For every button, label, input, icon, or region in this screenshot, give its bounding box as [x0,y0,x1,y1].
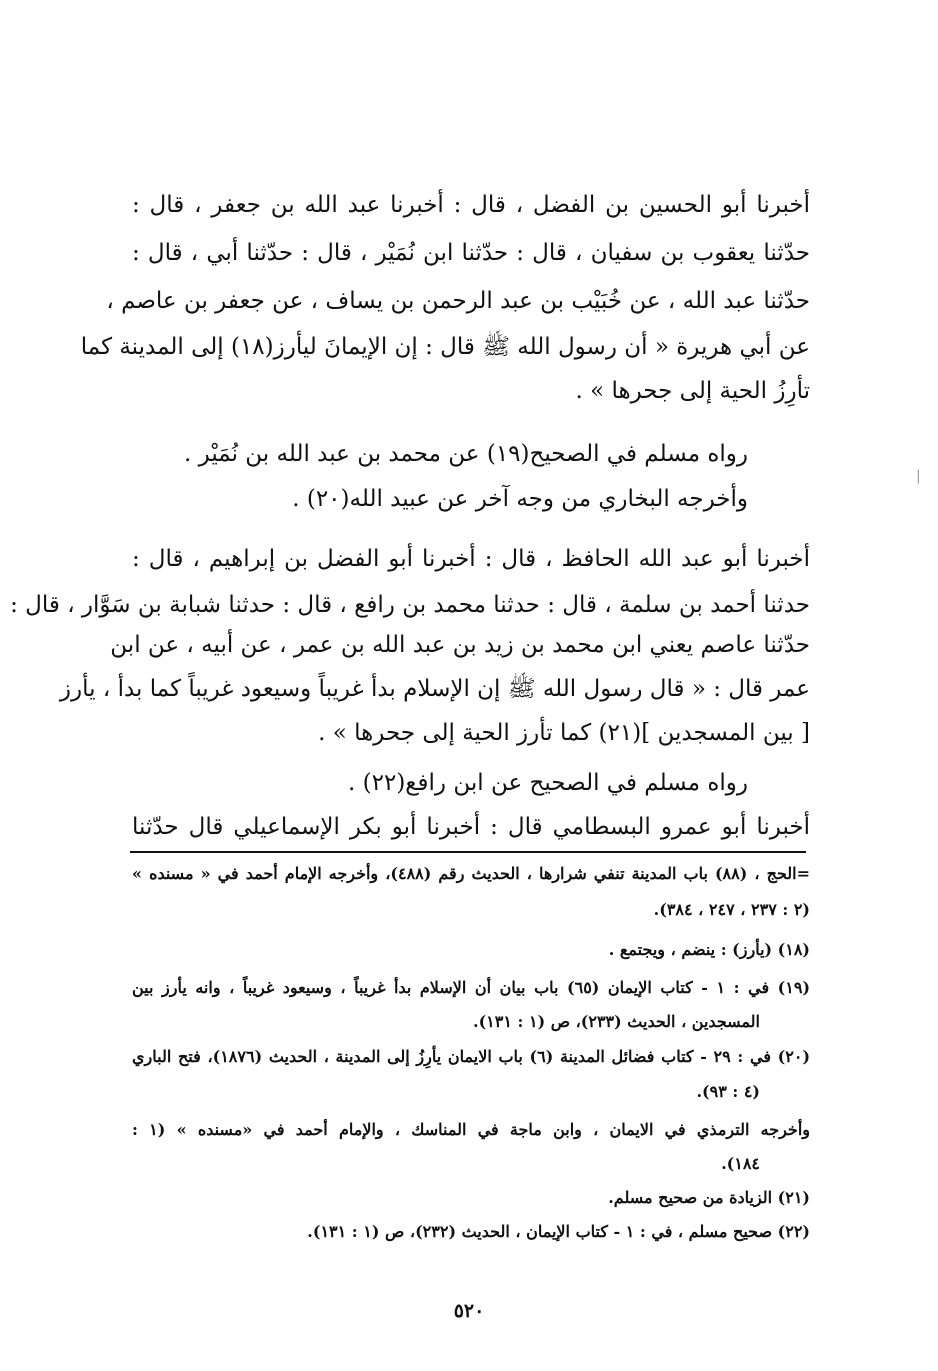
paragraph2-line-1: رواه مسلم في الصحيح(١٩) عن محمد بن عبد الله بن نُمَيْر . [184,441,748,467]
footnote-20-line-3: وأخرجه الترمذي في الايمان ، وابن ماجة في المناسك ، والإمام أحمد في «مسنده » (١ : [132,1120,810,1139]
footnote-continued-line-1: =الحج ، (٨٨) باب المدينة تنفي شرارها ، الحديث رقم (٤٨٨)، وأخرجه الإمام أحمد في « مسنده » [132,864,811,883]
paragraph3-line-5: [ بين المسجدين ](٢١) كما تأرز الحية إلى جحرها » . [318,720,810,746]
paragraph1-line-5: تأرِزُ الحية إلى جحرها » . [575,378,810,404]
paragraph3-line-2: حدثنا أحمد بن سلمة ، قال : حدثنا محمد بن رافع ، قال : حدثنا شبابة بن سَوَّار ، قال : [10,592,810,618]
footnote-continued-line-2: (٢ : ٢٣٧ ، ٢٤٧ ، ٣٨٤). [653,900,810,919]
footnote-21: (٢١) الزيادة من صحيح مسلم. [608,1188,810,1207]
footnote-19-line-1: (١٩) في : ١ - كتاب الإيمان (٦٥) باب بيان أن الإسلام بدأ غريباً ، وسيعود غريباً ، وانه يأرز بين [132,978,811,997]
footnote-20-line-1: (٢٠) في : ٢٩ - كتاب فضائل المدينة (٦) باب الايمان يأرِزُ إلى المدينة ، الحديث (١٨٧٦)، فتح الباري [132,1047,811,1066]
footnote-19-line-2: المسجدين ، الحديث (٢٣٣)، ص (١ : ١٣١). [473,1012,760,1031]
footnote-22: (٢٢) صحيح مسلم ، في : ١ - كتاب الإيمان ، الحديث (٢٣٢)، ص (١ : ١٣١). [307,1222,810,1241]
paragraph2-line-2: وأخرجه البخاري من وجه آخر عن عبيد الله(٢٠) . [292,486,748,512]
paragraph1-line-2: حدّثنا يعقوب بن سفيان ، قال : حدّثنا ابن نُمَيْر ، قال : حدّثنا أبي ، قال : [132,240,810,266]
paragraph4-line-1: رواه مسلم في الصحيح عن ابن رافع(٢٢) . [348,770,748,796]
paragraph3-line-1: أخبرنا أبو عبد الله الحافظ ، قال : أخبرنا أبو الفضل بن إبراهيم ، قال : [132,546,810,572]
paragraph3-line-3: حدّثنا عاصم يعني ابن محمد بن زيد بن عبد الله بن عمر ، عن أبيه ، عن ابن [110,632,810,658]
scan-edge-mark: | [916,468,921,484]
page-number: ٥٢٠ [453,1300,485,1322]
paragraph1-line-4: عن أبي هريرة « أن رسول الله ﷺ قال : إن الإيمانَ ليأرز(١٨) إلى المدينة كما [80,334,810,360]
footnote-separator [130,851,806,853]
footnote-20-line-2: (٤ : ٩٣). [696,1082,760,1101]
footnote-18: (١٨) (يأرز) : ينضم ، ويجتمع . [608,940,810,959]
paragraph1-line-1: أخبرنا أبو الحسين بن الفضل ، قال : أخبرنا عبد الله بن جعفر ، قال : [132,192,810,218]
paragraph3-line-4: عمر قال : « قال رسول الله ﷺ إن الإسلام بدأ غريباً وسيعود غريباً كما بدأ ، يأرز [59,676,810,702]
paragraph1-line-3: حدّثنا عبد الله ، عن خُبَيْب بن عبد الرحمن بن يساف ، عن جعفر بن عاصم ، [106,288,810,314]
footnote-20-line-4: ١٨٤). [721,1154,760,1173]
paragraph4-line-2: أخبرنا أبو عمرو البسطامي قال : أخبرنا أبو بكر الإسماعيلي قال حدّثنا [132,814,810,840]
